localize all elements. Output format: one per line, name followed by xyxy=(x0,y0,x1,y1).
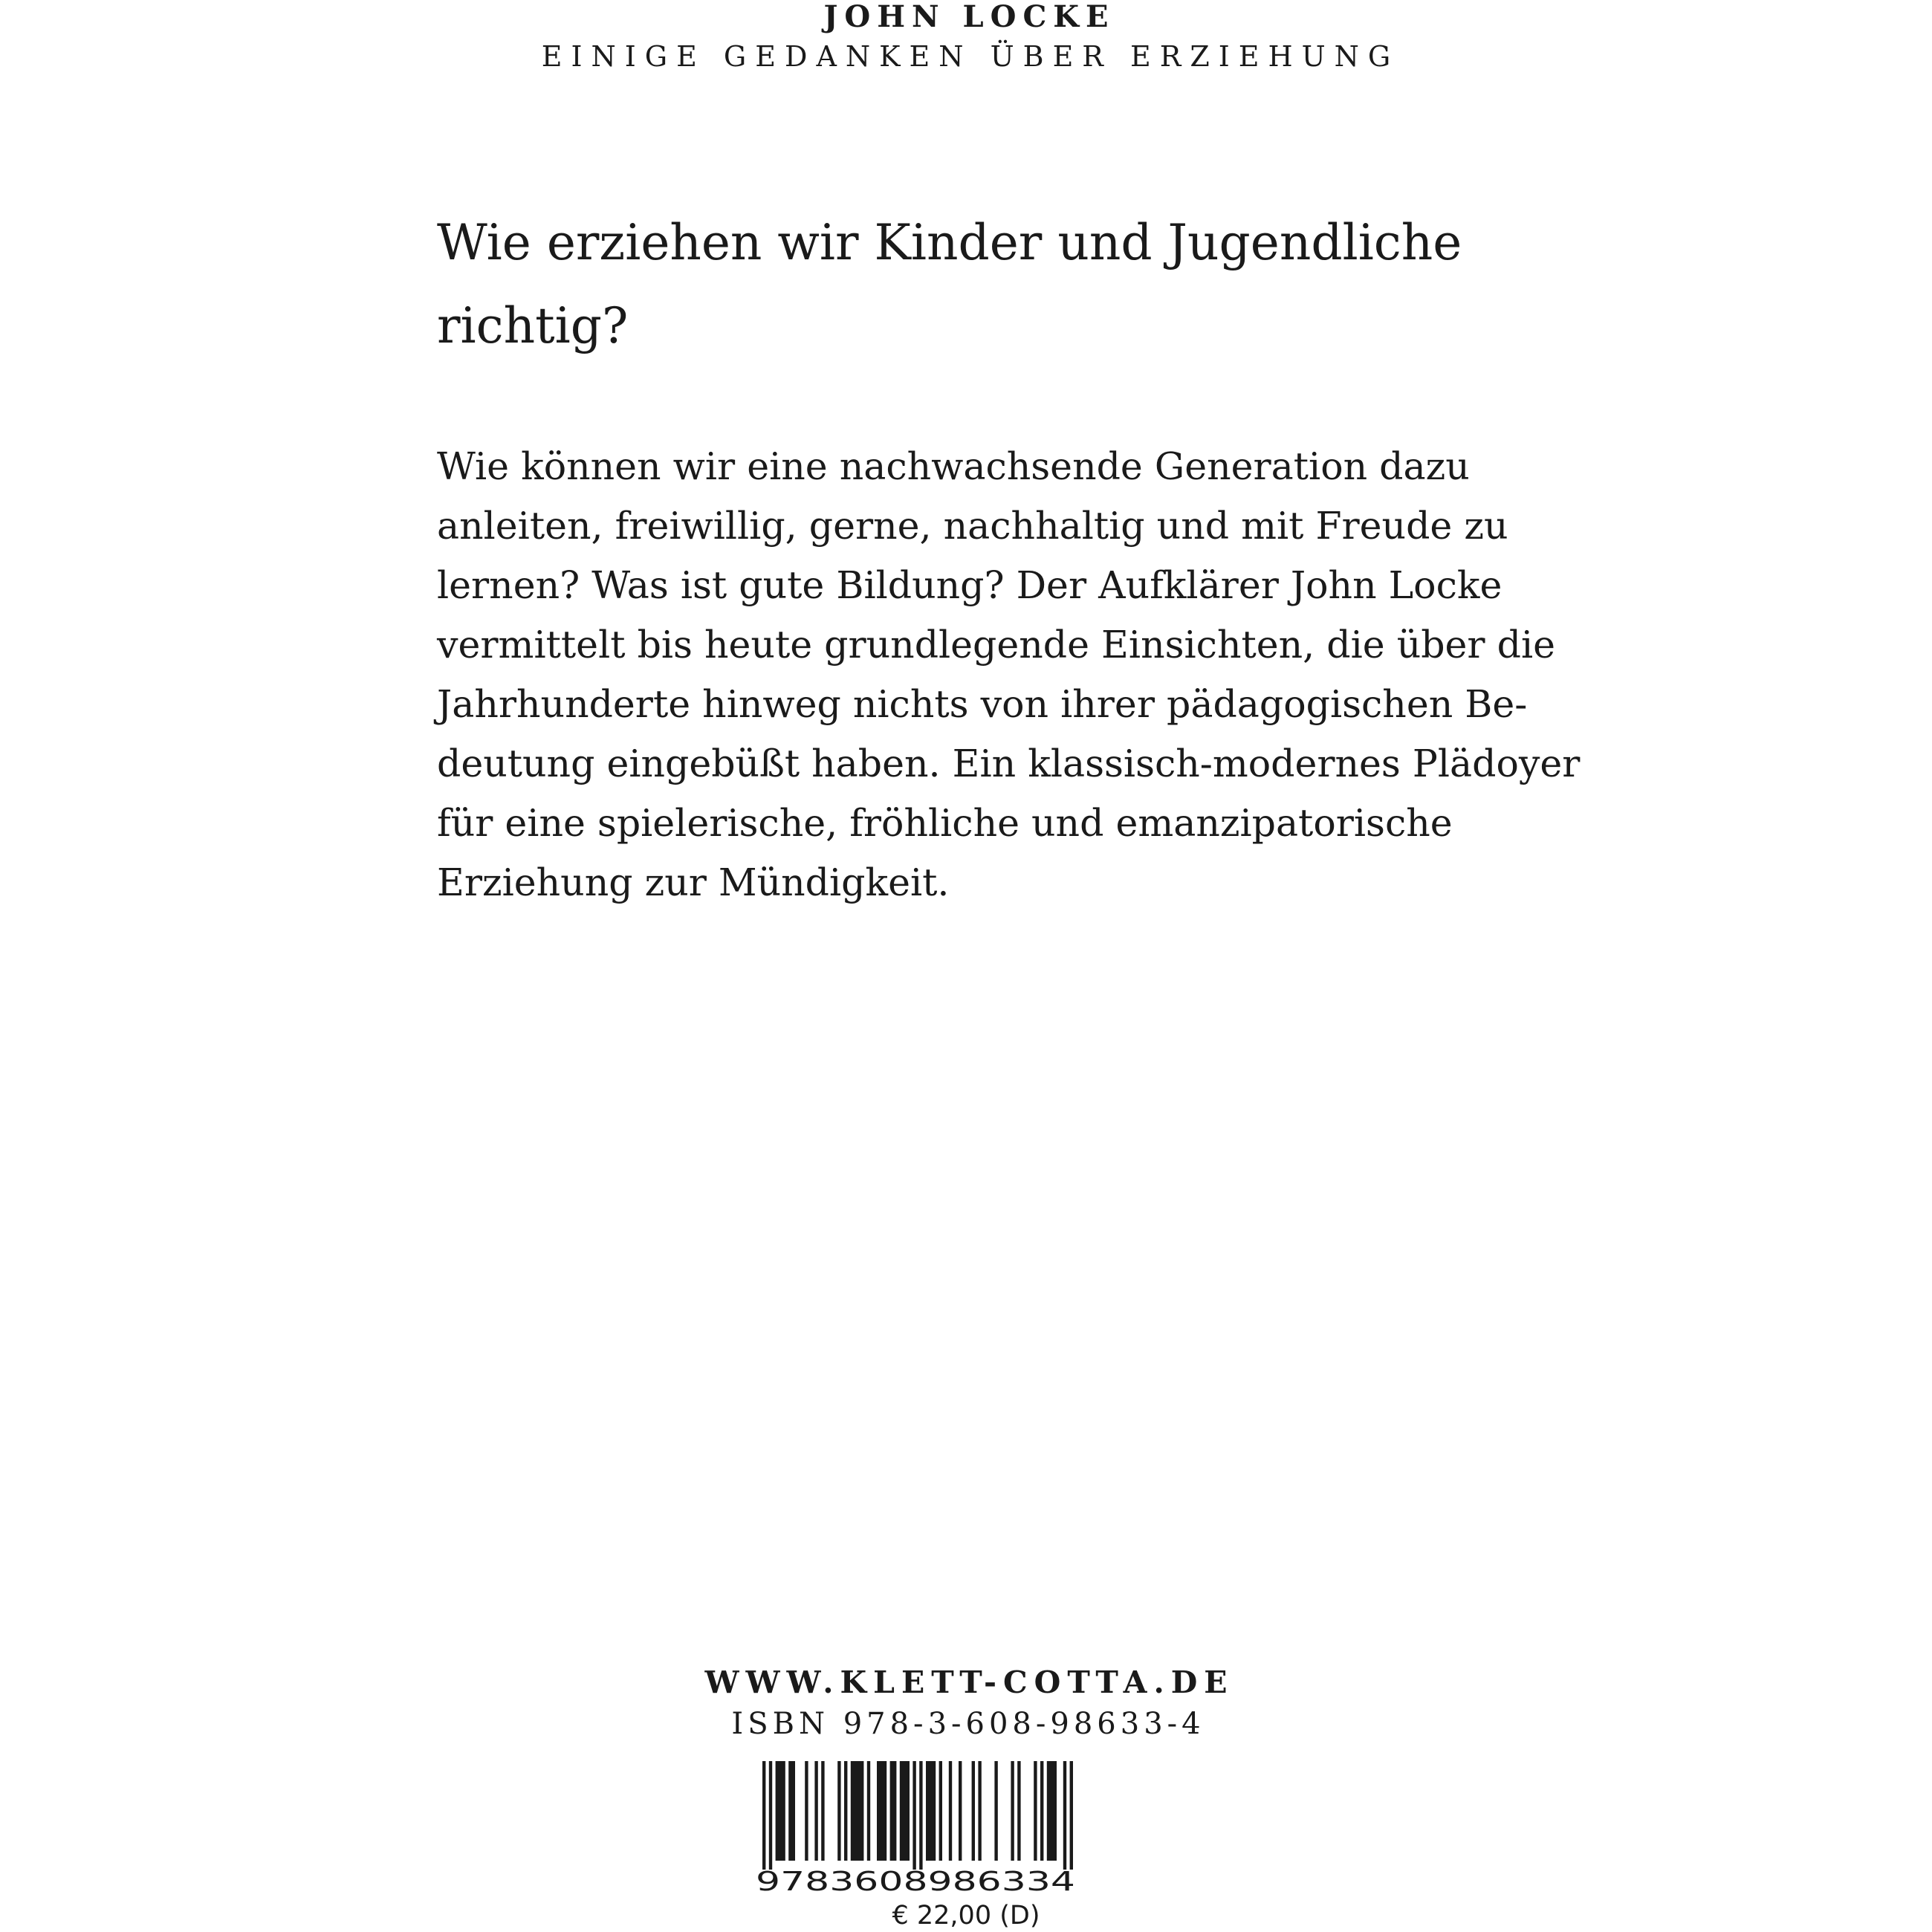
blurb-text xyxy=(437,437,1581,912)
barcode-bar xyxy=(821,1761,824,1861)
barcode-bar xyxy=(919,1761,922,1870)
barcode xyxy=(752,1761,1079,1895)
barcode-bar xyxy=(939,1761,942,1861)
barcode-bar xyxy=(837,1761,840,1861)
barcode-bar xyxy=(972,1761,975,1861)
barcode-bar xyxy=(805,1761,808,1861)
barcode-bar xyxy=(900,1761,910,1861)
barcode-bar xyxy=(788,1761,795,1861)
book-title: EINIGE GEDANKEN ÜBER ERZIEHUNG xyxy=(541,40,1400,73)
price: € 22,00 (D) xyxy=(892,1901,1040,1931)
barcode-bar xyxy=(844,1761,847,1861)
barcode-bar xyxy=(762,1761,765,1870)
barcode-bar xyxy=(1070,1761,1073,1870)
barcode-bar xyxy=(769,1761,772,1870)
blurb-line: lernen? Was ist gute Bildung? Der Aufklärer John Locke xyxy=(437,563,1503,607)
blurb-line: anleiten, freiwillig, gerne, nachhaltig und mit Freude zu xyxy=(437,504,1508,548)
author-name: JOHN LOCKE xyxy=(823,0,1115,34)
barcode-bar xyxy=(994,1761,997,1861)
barcode-bar xyxy=(877,1761,886,1861)
barcode-bar xyxy=(1034,1761,1037,1861)
barcode-bar xyxy=(867,1761,870,1861)
barcode-bar xyxy=(926,1761,936,1861)
barcode-bar xyxy=(978,1761,981,1861)
barcode-bar xyxy=(890,1761,897,1861)
barcode-bar xyxy=(1063,1761,1066,1870)
barcode-bar xyxy=(912,1761,915,1870)
barcode-bar xyxy=(1011,1761,1014,1861)
barcode-bars xyxy=(762,1761,1073,1870)
isbn-number: ISBN 978-3-608-98633-4 xyxy=(731,1707,1205,1741)
barcode-bar xyxy=(949,1761,952,1861)
barcode-bar xyxy=(1017,1761,1020,1861)
headline-line: Wie erziehen wir Kinder und Jugendliche xyxy=(437,214,1462,271)
blurb-line: Wie können wir eine nachwachsende Generation dazu xyxy=(437,444,1470,488)
blurb-line: Erziehung zur Mündigkeit. xyxy=(437,860,950,904)
barcode-digits: 9783608986334 xyxy=(756,1867,1075,1895)
publisher-url[interactable]: WWW.KLETT-COTTA.DE xyxy=(704,1664,1234,1700)
headline xyxy=(437,201,1552,368)
blurb-line: Jahrhunderte hinweg nichts von ihrer pädagogischen Be- xyxy=(437,682,1528,726)
barcode-bar xyxy=(959,1761,962,1861)
blurb-line: für eine spielerische, fröhliche und emanzipatorische xyxy=(437,801,1453,845)
barcode-bar xyxy=(776,1761,785,1861)
barcode-bar xyxy=(1040,1761,1043,1861)
headline-line: richtig? xyxy=(437,297,629,354)
barcode-bar xyxy=(1047,1761,1057,1861)
blurb-line: vermittelt bis heute grundlegende Einsichten, die über die xyxy=(437,623,1555,667)
barcode-bar xyxy=(851,1761,864,1861)
blurb-line: deutung eingebüßt haben. Ein klassisch-modernes Plädoyer xyxy=(437,742,1581,785)
barcode-bar xyxy=(814,1761,817,1861)
